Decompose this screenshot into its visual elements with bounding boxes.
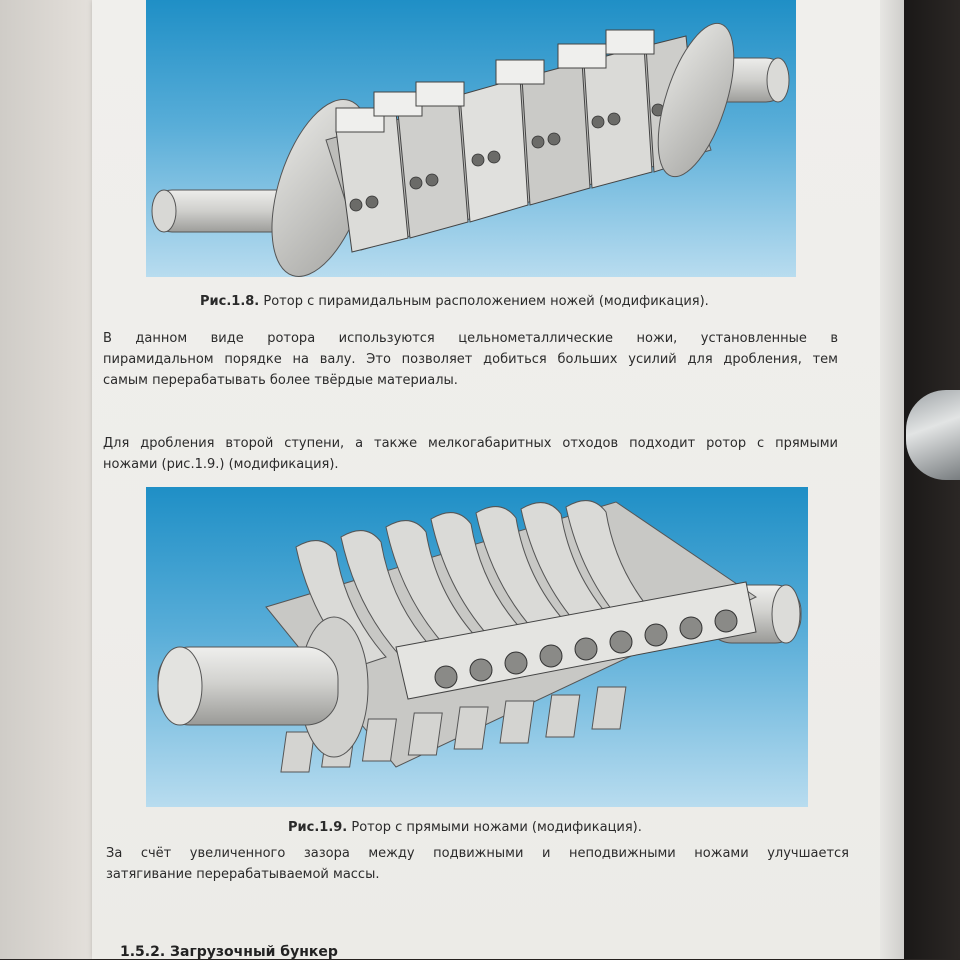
paragraph-2-line-1: Для дробления второй ступени, а также мелкогабаритных отходов подходит ротор с прямыми (103, 436, 838, 451)
paragraph-1-line-3: самым перерабатывать более твёрдые материалы. (103, 373, 458, 388)
paragraph-1-line-1: В данном виде ротора используются цельнометаллические ножи, установленные в (103, 331, 838, 346)
figure-1-8-caption (200, 294, 709, 309)
figure-1-8-label: Рис.1.8. (200, 294, 260, 309)
paragraph-knife-gap (106, 843, 849, 885)
paragraph-1-line-2: пирамидальном порядке на валу. Это позволяет добиться больших усилий для дробления, тем (103, 352, 838, 367)
paragraph-second-stage (103, 433, 838, 475)
figure-1-9-label: Рис.1.9. (288, 820, 348, 835)
paragraph-2-line-2: ножами (рис.1.9.) (модификация). (103, 457, 339, 472)
figure-1-9-caption (288, 820, 642, 835)
paragraph-3-line-1: За счёт увеличенного зазора между подвижными и неподвижными ножами улучшается (106, 846, 849, 861)
section-heading: 1.5.2. Загрузочный бункер (120, 944, 338, 960)
figure-rotor-straight (146, 487, 808, 807)
rotor-straight-illustration (146, 487, 808, 807)
rotor-pyramid-illustration (146, 0, 796, 277)
paragraph-3-line-2: затягивание перерабатываемой массы. (106, 867, 380, 882)
figure-rotor-pyramid (146, 0, 796, 277)
knife-blocks (336, 30, 698, 252)
figure-1-8-text: Ротор с пирамидальным расположением ножей (модификация). (259, 294, 709, 309)
page-edge (880, 0, 904, 959)
figure-1-9-text: Ротор с прямыми ножами (модификация). (347, 820, 642, 835)
paragraph-pyramid-knives (103, 328, 838, 391)
